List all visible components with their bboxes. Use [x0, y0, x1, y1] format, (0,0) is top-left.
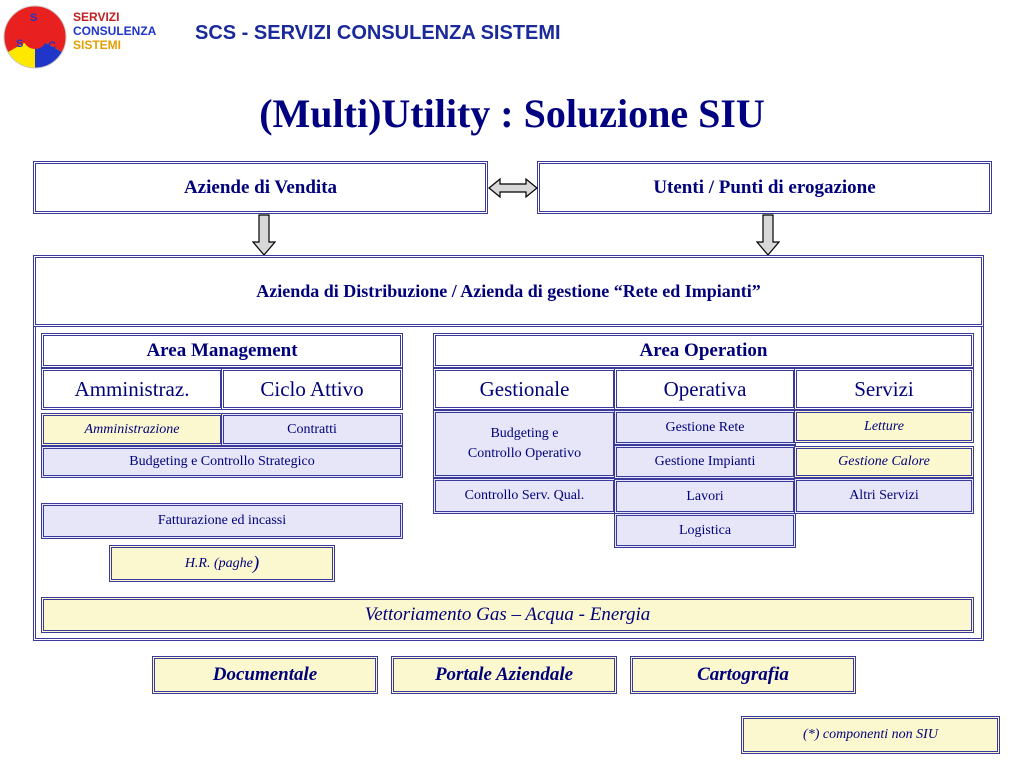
logo-letter-top: S	[30, 12, 38, 24]
hr-paghe-paren: )	[252, 552, 260, 574]
amministraz-header: Amministraz.	[41, 368, 223, 410]
gestionale-header: Gestionale	[433, 368, 616, 410]
aziende-vendita-box: Aziende di Vendita	[33, 161, 488, 214]
area-management-title: Area Management	[41, 333, 403, 368]
vettoriamento-box: Vettoriamento Gas – Acqua - Energia	[41, 597, 974, 633]
logistica-box: Logistica	[614, 513, 796, 548]
gestione-calore-box: Gestione Calore	[794, 446, 974, 478]
fatturazione-box: Fatturazione ed incassi	[41, 503, 403, 539]
altri-servizi-box: Altri Servizi	[794, 478, 974, 514]
distribution-header: Azienda di Distribuzione / Azienda di gestione “Rete ed Impianti”	[33, 255, 984, 327]
company-title: SCS - SERVIZI CONSULENZA SISTEMI	[195, 22, 561, 44]
area-operation-title: Area Operation	[433, 333, 974, 368]
down-arrow-left-icon	[252, 214, 276, 256]
controllo-serv-qual-box: Controllo Serv. Qual.	[433, 478, 616, 514]
hr-paghe-box	[109, 545, 335, 582]
budgeting-operativo-line2: Controllo Operativo	[467, 446, 582, 461]
company-logo	[2, 4, 68, 70]
lavori-box: Lavori	[614, 479, 796, 514]
logo-text	[73, 10, 156, 52]
amministrazione-box: Amministrazione	[41, 413, 223, 446]
logo-text-consulenza: CONSULENZA	[73, 24, 157, 38]
cartografia-box: Cartografia	[630, 656, 856, 694]
hr-paghe-label: H.R. (paghe	[184, 555, 253, 571]
budgeting-operativo-line1: Budgeting e	[490, 426, 559, 441]
budgeting-strategico-box: Budgeting e Controllo Strategico	[41, 446, 403, 478]
letture-box: Letture	[794, 410, 974, 443]
contratti-box: Contratti	[221, 413, 403, 446]
ciclo-attivo-header: Ciclo Attivo	[221, 368, 403, 410]
servizi-header: Servizi	[794, 368, 974, 410]
documentale-box: Documentale	[152, 656, 378, 694]
double-arrow-icon	[487, 177, 539, 199]
logo-text-sistemi: SISTEMI	[73, 38, 122, 52]
logo-letter-right: C	[48, 40, 56, 52]
gestione-impianti-box: Gestione Impianti	[614, 445, 796, 479]
logo-letter-left: S	[16, 38, 24, 50]
logo-text-servizi: SERVIZI	[73, 10, 120, 24]
gestione-rete-box: Gestione Rete	[614, 410, 796, 445]
portale-aziendale-box: Portale Aziendale	[391, 656, 617, 694]
operativa-header: Operativa	[614, 368, 796, 410]
budgeting-operativo-box	[433, 410, 616, 478]
utenti-box: Utenti / Punti di erogazione	[537, 161, 992, 214]
legend-note: (*) componenti non SIU	[741, 716, 1000, 754]
page-title: (Multi)Utility : Soluzione SIU	[259, 91, 765, 136]
down-arrow-right-icon	[756, 214, 780, 256]
